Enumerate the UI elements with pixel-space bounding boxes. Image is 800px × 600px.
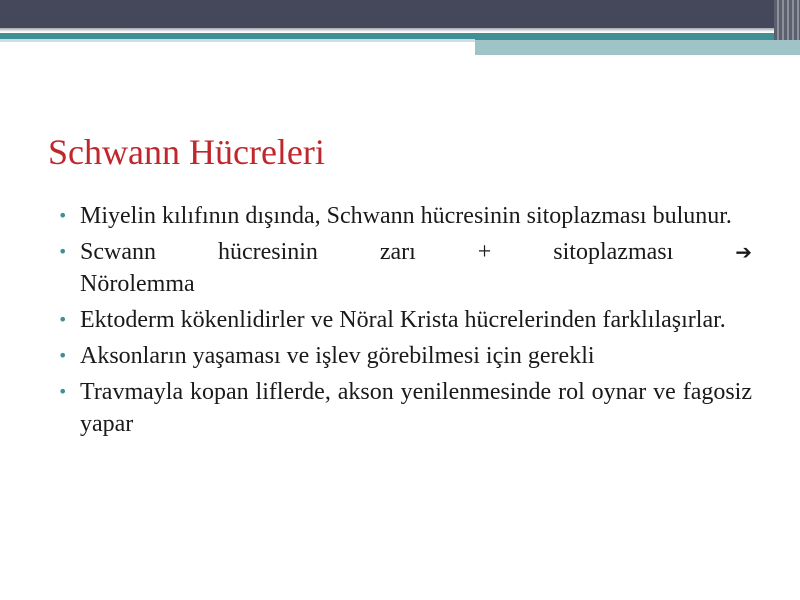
bullet-text: Miyelin kılıfının dışında, Schwann hücresinin sitoplazması bulunur.: [80, 203, 732, 229]
bullet-item: [56, 340, 752, 372]
bullet-icon: •: [58, 382, 68, 401]
bullet-first-line: [80, 236, 752, 268]
bullet-icon: •: [58, 242, 68, 261]
bullet-item: [56, 376, 752, 440]
bullet-text: Aksonların yaşaması ve işlev görebilmesi için gerekli: [80, 343, 595, 369]
bullet-word: hücresinin: [217, 239, 318, 265]
accent-strip-right: [475, 33, 800, 40]
slide-title: Schwann Hücreleri: [48, 132, 325, 172]
bullet-icon: •: [58, 346, 68, 365]
bullet-list: [56, 200, 752, 444]
corner-accent: [774, 0, 800, 40]
bullet-word: Scwann: [80, 239, 156, 265]
bullet-icon: •: [58, 206, 68, 225]
bullet-text: Travmayla kopan liflerde, akson yenilenmesinde rol oynar ve fagosiz yapar: [80, 379, 752, 437]
header-bar: [0, 0, 800, 28]
bullet-word: sitoplazması: [553, 239, 674, 265]
bullet-icon: •: [58, 310, 68, 329]
bullet-text: Ektoderm kökenlidirler ve Nöral Krista hücrelerinden farklılaşırlar.: [80, 307, 726, 333]
bullet-item: [56, 304, 752, 336]
bullet-word: zarı: [379, 239, 416, 265]
accent-strip-right-light: [475, 40, 800, 55]
plus-sign: +: [477, 239, 492, 265]
bullet-item: [56, 236, 752, 300]
header-bar-shadow: [0, 28, 800, 32]
bullet-item: [56, 200, 752, 232]
bullet-second-line: Nörolemma: [80, 271, 195, 297]
right-arrow-icon: ➔: [735, 240, 752, 264]
accent-strip-left-light: [0, 39, 475, 42]
